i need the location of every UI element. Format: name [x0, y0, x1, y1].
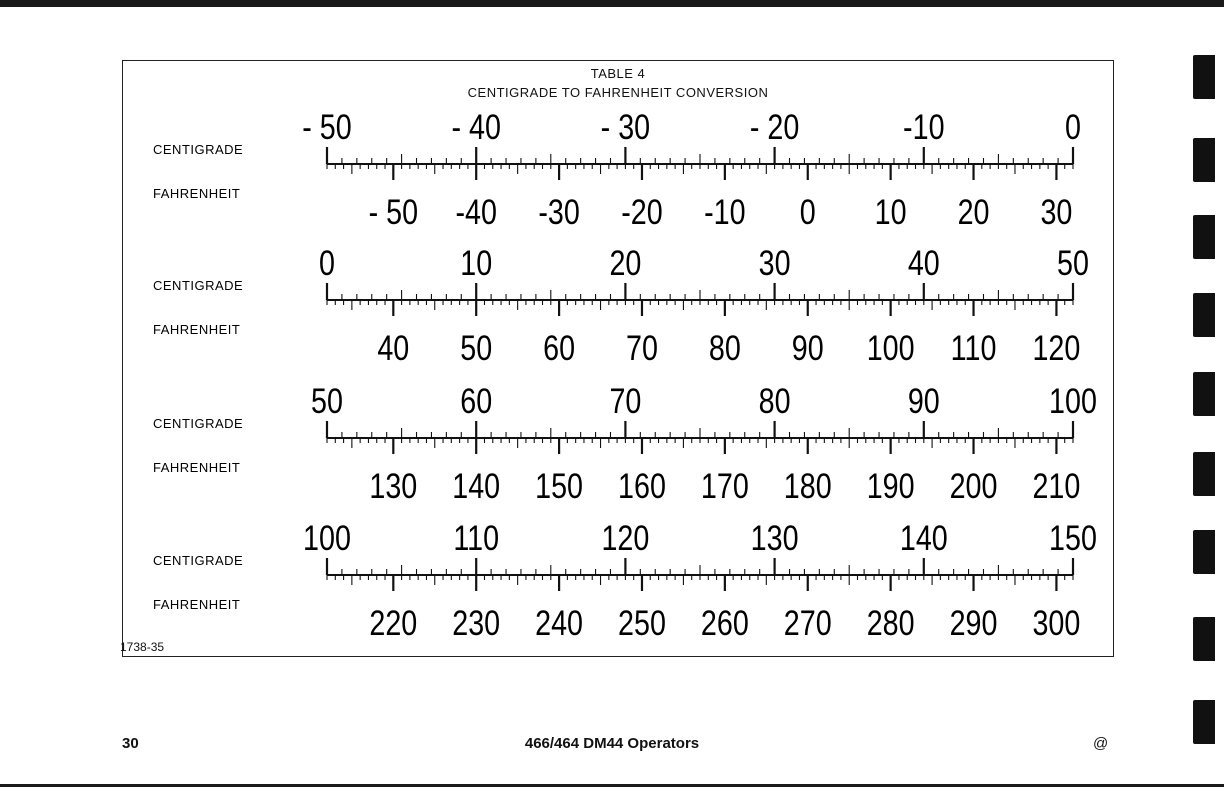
fahrenheit-value-label: 10 — [874, 192, 907, 232]
centigrade-value-label: 40 — [907, 243, 940, 283]
fahrenheit-row-label: FAHRENHEIT — [153, 186, 241, 201]
section-tab — [1193, 700, 1215, 744]
fahrenheit-value-label: 190 — [866, 466, 915, 506]
centigrade-value-label: 50 — [1057, 243, 1089, 283]
fahrenheit-value-label: -20 — [621, 192, 663, 232]
table-title: CENTIGRADE TO FAHRENHEIT CONVERSION — [467, 85, 769, 100]
fahrenheit-value-label: 170 — [700, 466, 749, 506]
publisher-logo: @ — [1093, 735, 1109, 752]
section-tab — [1193, 293, 1215, 337]
fahrenheit-value-label: 300 — [1032, 603, 1081, 643]
section-tab — [1193, 138, 1215, 182]
centigrade-value-label: 100 — [1049, 381, 1097, 421]
centigrade-value-label: 10 — [460, 243, 493, 283]
centigrade-row-label: CENTIGRADE — [153, 416, 244, 431]
section-tab — [1193, 55, 1215, 99]
centigrade-row-label: CENTIGRADE — [153, 142, 244, 157]
page-number: 30 — [122, 735, 139, 752]
centigrade-value-label: 100 — [303, 518, 351, 558]
fahrenheit-value-label: 260 — [700, 603, 749, 643]
bottom-rule — [0, 784, 1224, 787]
fahrenheit-value-label: 20 — [957, 192, 990, 232]
centigrade-value-label: 30 — [758, 243, 791, 283]
fahrenheit-value-label: -40 — [455, 192, 497, 232]
fahrenheit-value-label: 240 — [535, 603, 584, 643]
centigrade-value-label: 0 — [319, 243, 335, 283]
centigrade-value-label: - 20 — [749, 107, 800, 147]
fahrenheit-value-label: 100 — [866, 328, 915, 368]
fahrenheit-value-label: 280 — [866, 603, 915, 643]
fahrenheit-value-label: 140 — [452, 466, 501, 506]
fahrenheit-value-label: 270 — [783, 603, 832, 643]
centigrade-value-label: 140 — [899, 518, 948, 558]
fahrenheit-value-label: -10 — [704, 192, 746, 232]
centigrade-value-label: 150 — [1049, 518, 1097, 558]
centigrade-value-label: 90 — [907, 381, 940, 421]
centigrade-value-label: 80 — [758, 381, 791, 421]
centigrade-value-label: -10 — [903, 107, 945, 147]
fahrenheit-row-label: FAHRENHEIT — [153, 597, 241, 612]
fahrenheit-value-label: 120 — [1032, 328, 1081, 368]
fahrenheit-value-label: 130 — [369, 466, 418, 506]
fahrenheit-row-label: FAHRENHEIT — [153, 322, 241, 337]
fahrenheit-value-label: 60 — [543, 328, 576, 368]
fahrenheit-value-label: 40 — [377, 328, 410, 368]
centigrade-value-label: - 50 — [302, 107, 352, 147]
fahrenheit-value-label: 30 — [1040, 192, 1073, 232]
section-tab — [1193, 372, 1215, 416]
table-number: TABLE 4 — [590, 66, 646, 81]
centigrade-value-label: 70 — [609, 381, 642, 421]
section-tab — [1193, 530, 1215, 574]
fahrenheit-value-label: 90 — [791, 328, 824, 368]
fahrenheit-value-label: 70 — [626, 328, 658, 368]
centigrade-row-label: CENTIGRADE — [153, 278, 244, 293]
centigrade-value-label: 0 — [1065, 107, 1081, 147]
centigrade-value-label: 120 — [601, 518, 650, 558]
fahrenheit-value-label: 210 — [1032, 466, 1081, 506]
fahrenheit-value-label: 200 — [949, 466, 998, 506]
centigrade-value-label: 50 — [311, 381, 343, 421]
centigrade-value-label: - 40 — [451, 107, 501, 147]
section-tab — [1193, 452, 1215, 496]
centigrade-row-label: CENTIGRADE — [153, 553, 244, 568]
centigrade-value-label: 130 — [750, 518, 799, 558]
fahrenheit-value-label: 110 — [950, 328, 997, 368]
fahrenheit-value-label: 180 — [783, 466, 832, 506]
fahrenheit-value-label: 160 — [618, 466, 666, 506]
section-tab — [1193, 617, 1215, 661]
fahrenheit-value-label: 150 — [535, 466, 584, 506]
fahrenheit-value-label: 290 — [949, 603, 998, 643]
section-tab — [1193, 215, 1215, 259]
fahrenheit-value-label: 250 — [618, 603, 666, 643]
fahrenheit-value-label: 230 — [452, 603, 501, 643]
centigrade-value-label: 60 — [460, 381, 493, 421]
fahrenheit-value-label: - 50 — [368, 192, 419, 232]
figure-id: 1738-35 — [120, 640, 165, 654]
centigrade-value-label: 110 — [453, 518, 500, 558]
centigrade-value-label: - 30 — [600, 107, 651, 147]
fahrenheit-value-label: -30 — [538, 192, 580, 232]
fahrenheit-value-label: 220 — [369, 603, 418, 643]
document-title: 466/464 DM44 Operators — [524, 735, 700, 752]
fahrenheit-value-label: 50 — [460, 328, 493, 368]
centigrade-value-label: 20 — [609, 243, 642, 283]
fahrenheit-value-label: 0 — [799, 192, 816, 232]
fahrenheit-row-label: FAHRENHEIT — [153, 460, 241, 475]
fahrenheit-value-label: 80 — [708, 328, 741, 368]
